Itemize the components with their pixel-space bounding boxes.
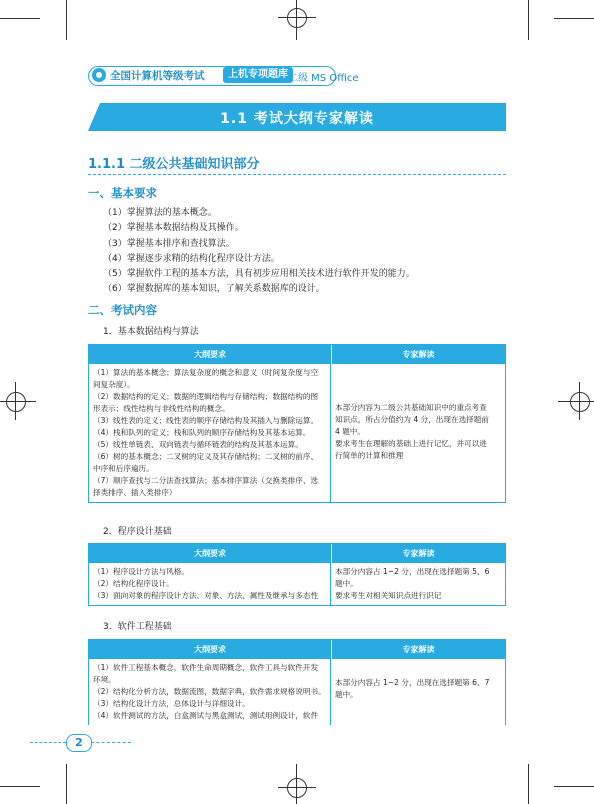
section-divider <box>88 174 506 175</box>
header-syllabus: 大纲要求 <box>89 345 332 364</box>
header-exam-name: 全国计算机等级考试 <box>110 70 205 82</box>
content-section-label: 2．程序设计基础 <box>103 527 172 537</box>
header-syllabus: 大纲要求 <box>89 640 332 659</box>
header-level: 二级 MS Office <box>288 73 359 84</box>
syllabus-cell <box>89 563 331 605</box>
cell-line: 行简单的计算和推理 <box>335 451 404 460</box>
cell-line: 题中。 <box>335 579 358 588</box>
content-table-data-structures <box>88 344 506 503</box>
page-number-rule-right <box>91 742 131 743</box>
cell-line: （4）软件测试的方法，白盒测试与黑盒测试，测试用例设计，软件 <box>93 711 319 720</box>
cell-line: （6）树的基本概念；二叉树的定义及其存储结构；二叉树的前序、 <box>93 452 319 461</box>
cell-line: （2）数据结构的定义；数据的逻辑结构与存储结构；数据结构的图 <box>93 392 319 401</box>
banner-title: 1.1 考试大纲专家解读 <box>220 111 374 127</box>
cell-line: 要求考生对相关知识点进行识记 <box>335 591 442 600</box>
cell-line: （4）栈和队列的定义；栈和队列的顺序存储结构及其基本运算。 <box>93 428 311 437</box>
cell-line: 中序和后序遍历。 <box>93 464 154 473</box>
cell-line: 本部分内容为二级公共基础知识中的重点考查 <box>335 403 487 412</box>
cell-line: （3）结构化设计方法，总体设计与详细设计。 <box>93 699 250 708</box>
content-table-software-engineering <box>88 639 506 725</box>
content-section-label: 3．软件工程基础 <box>103 622 172 632</box>
list-item: （1）掌握算法的基本概念。 <box>103 208 217 218</box>
exam-content-heading: 二、考试内容 <box>88 303 157 317</box>
cell-line: （5）线性单链表、双向链表与循环链表的结构及其基本运算。 <box>93 440 303 449</box>
syllabus-cell <box>89 659 331 725</box>
header-expert: 专家解读 <box>402 549 435 558</box>
basic-requirements-heading: 一、基本要求 <box>88 186 157 200</box>
syllabus-cell <box>89 364 331 502</box>
content-table-programming <box>88 543 506 606</box>
list-item: （6）掌握数据库的基本知识，了解关系数据库的设计。 <box>103 284 325 295</box>
table-header <box>89 544 505 563</box>
expert-cell <box>331 563 505 605</box>
cell-line: 4 题中。 <box>335 427 366 436</box>
table-header <box>89 345 505 364</box>
cell-line: （7）顺序查找与二分法查找算法；基本排序算法（交换类排序、选 <box>93 476 319 485</box>
cell-line: 环境。 <box>93 675 116 684</box>
page-number: 2 <box>66 734 92 752</box>
expert-cell <box>331 364 505 502</box>
table-row <box>89 659 505 725</box>
chapter-banner <box>88 103 506 131</box>
page-number-rule-left <box>30 742 66 743</box>
exam-logo-icon <box>92 68 106 82</box>
running-header <box>88 66 359 86</box>
table-row <box>89 563 505 605</box>
cell-line: 间复杂度）。 <box>93 380 135 389</box>
content-section-label: 1．基本数据结构与算法 <box>103 327 199 337</box>
cell-line: 择类排序、插入类排序） <box>93 488 177 497</box>
basic-requirements-list <box>103 206 415 298</box>
header-expert: 专家解读 <box>402 645 435 654</box>
cell-line: （3）线性表的定义；线性表的顺序存储结构及其插入与删除运算。 <box>93 416 319 425</box>
cell-line: 本部分内容占 1~2 分，出现在选择题第 5、6 <box>335 567 490 576</box>
expert-cell <box>331 659 505 725</box>
cell-line: 知识点，所占分值约为 4 分，出现在选择题前 <box>335 415 489 424</box>
cell-line: 要求考生在理解的基础上进行记忆，并可以进 <box>335 439 487 448</box>
table-row <box>89 364 505 502</box>
cell-line: 题中。 <box>335 690 358 699</box>
cell-line: 形表示；线性结构与非线性结构的概念。 <box>93 404 230 413</box>
cell-line: （1）程序设计方法与风格。 <box>93 567 189 576</box>
table-header <box>89 640 505 659</box>
list-item: （2）掌握基本数据结构及其操作。 <box>103 223 244 234</box>
cell-line: （3）面向对象的程序设计方法、对象、方法、属性及继承与多态性 <box>93 591 319 600</box>
list-item: （3）掌握基本排序和查找算法。 <box>103 238 235 249</box>
cell-line: （2）结构化分析方法，数据流图，数据字典，软件需求规格说明书。 <box>93 687 326 696</box>
header-series: 上机专项题库 <box>223 67 293 83</box>
cell-line: （2）结构化程序设计。 <box>93 579 174 588</box>
list-item: （4）掌握逐步求精的结构化程序设计方法。 <box>103 253 280 264</box>
header-expert: 专家解读 <box>402 350 435 359</box>
section-title: 1.1.1 二级公共基础知识部分 <box>88 157 260 172</box>
list-item: （5）掌握软件工程的基本方法，具有初步应用相关技术进行软件开发的能力。 <box>103 269 415 280</box>
header-syllabus: 大纲要求 <box>89 544 332 563</box>
cell-line: （1）软件工程基本概念，软件生命周期概念，软件工具与软件开发 <box>93 663 319 672</box>
cell-line: 本部分内容占 1~2 分，出现在选择题第 6、7 <box>335 678 490 687</box>
cell-line: （1）算法的基本概念；算法复杂度的概念和意义（时间复杂度与空 <box>93 368 319 377</box>
